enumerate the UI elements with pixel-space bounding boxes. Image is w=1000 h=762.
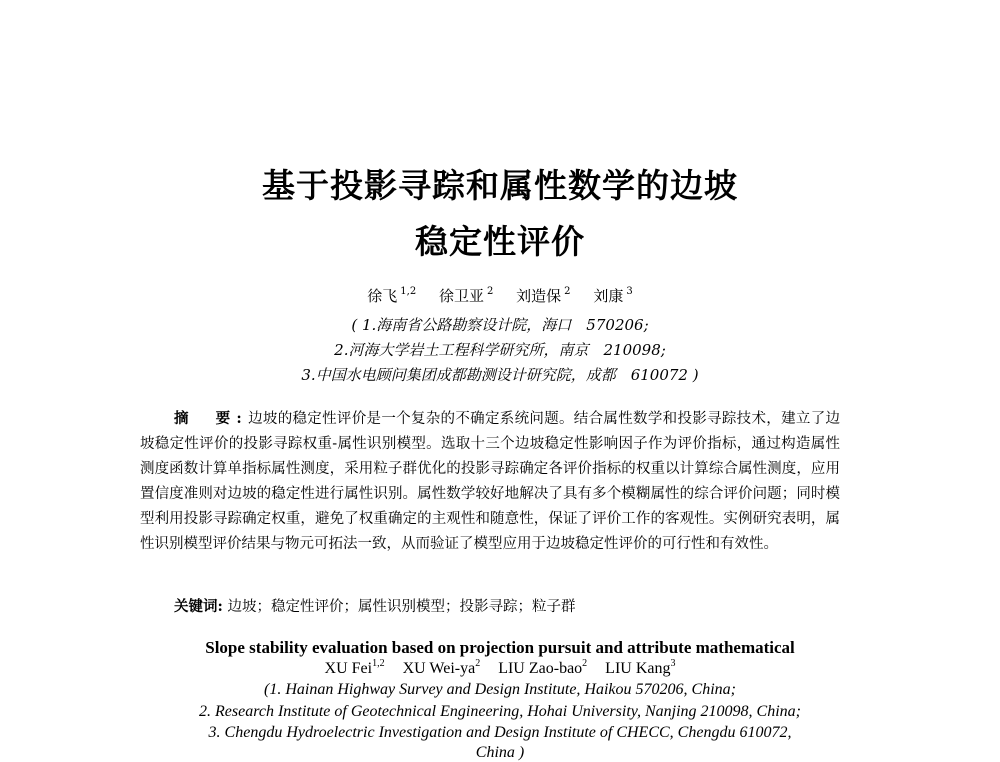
author-en: XU Wei-$ya^2$ <box>402 658 481 677</box>
affiliation-cn-3: 3.中国水电顾问集团成都勘测设计研究院，成都 610072 ) <box>301 366 699 384</box>
author-en: XU Fei$^{1,2}$ <box>324 658 385 677</box>
abstract-text: 边坡的稳定性评价是一个复杂的不确定系统问题。结合属性数学和投影寻踪技术，建立了边坡稳定性评价的投影寻踪权重-属性识别模型。选取十三个边坡稳定性影响因子作为评价指标，通过构造属性测度函数计算单指标属性测度，采用粒子群优化的投影寻踪确定各评价指标的权重以计算综合属性测度，应用置信度准则对边坡的稳定性进行属性识别。属性数学较好地解决了具有多个模糊属性的综合评价问题；同时模型利用投影寻踪确定权重，避免了权重确定的主观性和随意性，保证了评价工作的客观性。实例研究表明，属性识别模型评价结果与物元可拓法一致，从而验证了模型应用于边坡稳定性评价的可行性和有效性。 <box>140 411 841 552</box>
author-cn: 徐飞 $^{1,2}$ <box>367 286 417 305</box>
author-en: LIU Kang$^3$ <box>605 658 676 677</box>
authors-cn <box>0 285 1000 306</box>
keywords <box>174 595 854 616</box>
affiliation-en-3: 3. Chengdu Hydroelectric Investigation and Design Institute of CHECC, Chengdu 610072, <box>208 724 792 741</box>
title-en: Slope stability evaluation based on projection pursuit and attribute mathematical <box>205 638 795 657</box>
title-cn-line-1: 基于投影寻踪和属性数学的边坡 <box>262 166 738 205</box>
abstract <box>140 406 840 557</box>
title-cn-line-2: 稳定性评价 <box>415 222 585 261</box>
affiliation-cn-1: ( 1.海南省公路勘察设计院，海口 570206; <box>351 316 649 334</box>
affiliation-en-1: (1. Hainan Highway Survey and Design Institute, Haikou 570206, China; <box>264 681 736 698</box>
abstract-label: 摘 要: <box>174 410 248 427</box>
affiliation-en-2: 2. Research Institute of Geotechnical Engineering, Hohai University, Nanjing 210098, China; <box>199 703 801 720</box>
affiliation-cn-2: 2.河海大学岩土工程科学研究所，南京 210098; <box>334 341 666 359</box>
author-cn: 刘康 $^3$ <box>593 286 633 305</box>
affiliation-en-4: China ) <box>475 744 525 761</box>
author-cn: 徐卫亚 $^2$ <box>438 286 494 305</box>
authors-en <box>0 658 1000 678</box>
author-cn: 刘造保 $^2$ <box>516 286 571 305</box>
keywords-label: 关键词: <box>174 598 223 615</box>
keywords-text: 边坡；稳定性评价；属性识别模型；投影寻踪；粒子群 <box>227 599 576 615</box>
author-en: LIU Zao-bao$^2$ <box>498 658 588 677</box>
